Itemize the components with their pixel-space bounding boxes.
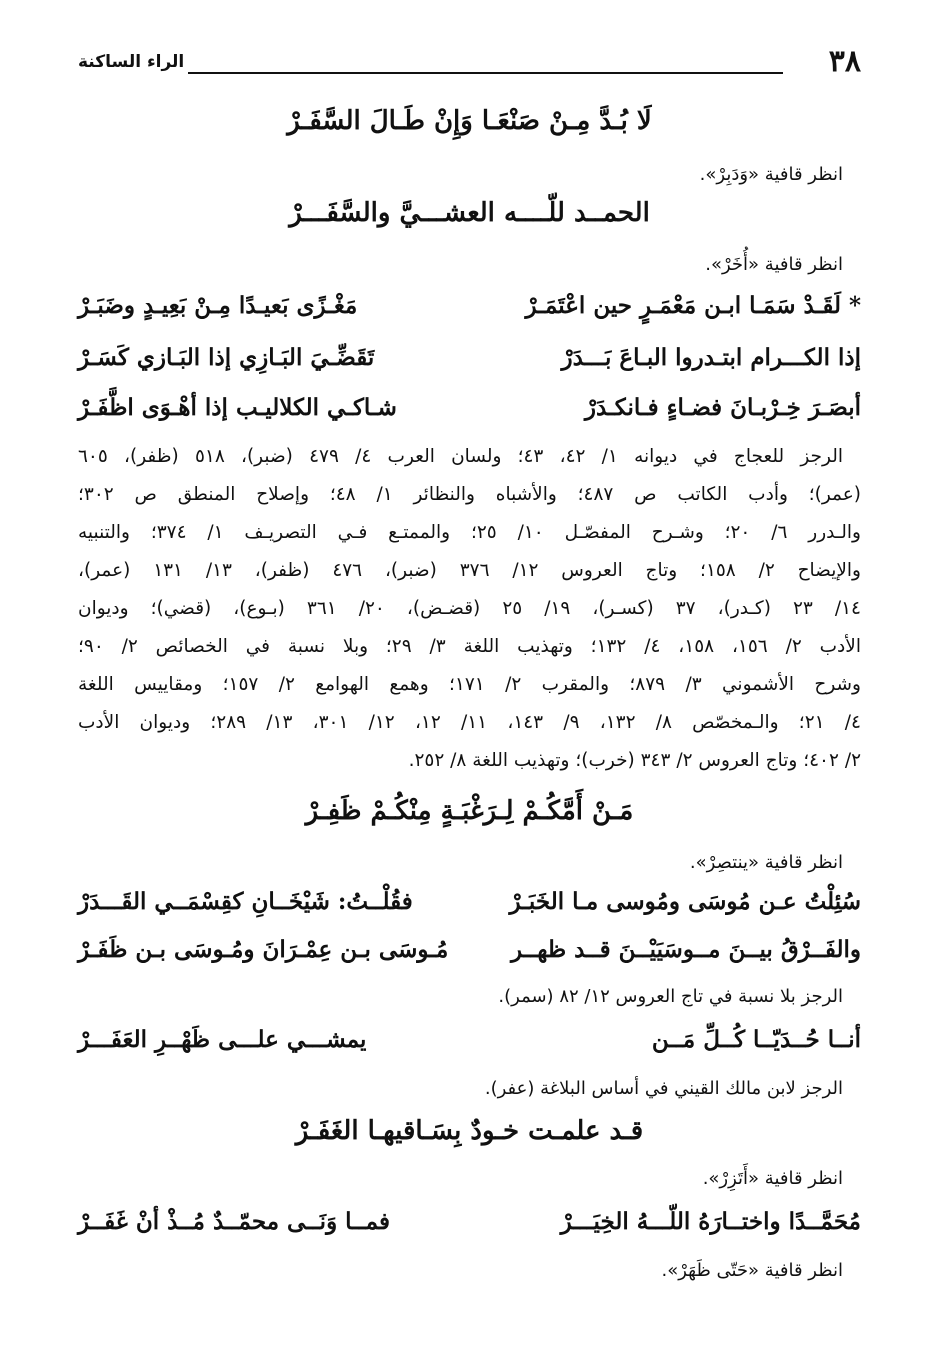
verse-first-hemistich: أنــا حُــدَيّــا كُــلِّ مَــن xyxy=(651,1026,861,1053)
hemistich-centered: لَا بُـدَّ مِـنْ صَنْعَـا وَإِنْ طَـالَ السَّفَـرْ xyxy=(287,106,652,136)
commentary-line: والإيضاح ٢/ ١٥٨؛ وتاج العروس ١٢/ ٣٧٦ (ضبر)، ٤٧٦ (ظفر)، ١٣/ ١٣١ (عمر)، xyxy=(78,560,861,581)
running-header-title: الراء الساكنة xyxy=(78,52,185,72)
verse-line xyxy=(78,1208,861,1248)
cross-reference: انظر قافية «ينتصِرْ». xyxy=(689,852,843,873)
verse-line xyxy=(78,1026,861,1066)
commentary-line: ٤/ ٢١؛ والـمخصّص ٨/ ١٣٢، ٩/ ١٤٣، ١١/ ١٢، ١٢/ ٣٠١، ١٣/ ٢٨٩؛ وديوان الأدب xyxy=(78,712,861,733)
hemistich-centered: الحمــد للّــــه العشـــيَّ والسَّفَـــرْ xyxy=(289,198,650,228)
verse-line xyxy=(78,292,861,332)
verse-second-hemistich: مَغْـزًى بَعيـدًا مِـنْ بَعِيـدٍ وضَبَـرْ xyxy=(78,292,358,319)
verse-first-hemistich: سُئِلْتُ عـن مُوسَى ومُوسى مـا الخَبَـرْ xyxy=(509,888,861,915)
commentary-line: ٢/ ٤٠٢؛ وتاج العروس ٢/ ٣٤٣ (خرب)؛ وتهذيب اللغة ٨/ ٢٥٢. xyxy=(408,750,861,771)
verse-second-hemistich: تَقَضِّـيَ البَـازِي إذا البَـازي كَسَـرْ xyxy=(78,344,375,371)
cross-reference: انظر قافية «وَدَبِرْ». xyxy=(699,164,843,185)
verse-second-hemistich: يمشـــي علـــى ظَهْــرِ العَفَـــرْ xyxy=(78,1026,367,1053)
cross-reference: انظر قافية «أَتَزِرْ». xyxy=(702,1168,843,1189)
verse-second-hemistich: فمــا وَنَــى محمّــدٌ مُــذْ أنْ غَفَــرْ xyxy=(78,1208,390,1235)
commentary-line: والـدرر ٦/ ٢٠؛ وشـرح المفصّـل ١٠/ ٢٥؛ والممتـع فـي التصريـف ١/ ٣٧٤؛ والتنبيه xyxy=(78,522,861,543)
hemistich-centered: قـد علمـت خـودٌ بِسَـاقيهـا الغَفَـرْ xyxy=(295,1116,644,1146)
verse-first-hemistich: والفَــرْقُ بيــنَ مــوسَيَيْــنَ قــد ظهــر xyxy=(511,936,861,963)
verse-first-hemistich: مُحَمَّــدًا واختــارَهُ اللّـــهُ الخِيَـــرْ xyxy=(560,1208,861,1235)
commentary-line: الرجز لابن مالك القيني في أساس البلاغة (عفر). xyxy=(484,1078,843,1099)
running-header xyxy=(78,44,861,84)
commentary-line: الأدب ٢/ ١٥٦، ١٥٨، ٤/ ١٣٢؛ وتهذيب اللغة ٣/ ٢٩؛ وبلا نسبة في الخصائص ٢/ ٩٠؛ xyxy=(78,636,861,657)
cross-reference: انظر قافية «أُخَرْ». xyxy=(705,254,843,275)
verse-first-hemistich: * لَقَـدْ سَمَـا ابـن مَعْمَـرٍ حين اعْتَمَـرْ xyxy=(525,292,861,319)
verse-line xyxy=(78,888,861,928)
commentary-line: (عمر)؛ وأدب الكاتب ص ٤٨٧؛ والأشباه والنظائر ١/ ٤٨؛ وإصلاح المنطق ص ٣٠٢؛ xyxy=(78,484,861,505)
verse-line xyxy=(78,344,861,384)
verse-second-hemistich: مُـوسَى بـن عِمْـرَانَ ومُـوسَى بـن ظَفَـرْ xyxy=(78,936,449,963)
hemistich-centered: مَـنْ أَمَّكُـمْ لِـرَغْبَـةٍ مِنْكُـمْ ظَفِـرْ xyxy=(305,796,634,826)
page-number: ٣٨ xyxy=(828,44,861,79)
commentary-line: وشرح الأشموني ٣/ ٨٧٩؛ والمقرب ٢/ ١٧١؛ وهمع الهوامع ٢/ ١٥٧؛ ومقاييس اللغة xyxy=(78,674,861,695)
verse-first-hemistich: إذا الكـــرام ابتـدروا البـاعَ بَـــدَرْ xyxy=(561,344,861,371)
verse-line xyxy=(78,936,861,976)
commentary-line: الرجز للعجاج في ديوانه ١/ ٤٢، ٤٣؛ ولسان العرب ٤/ ٤٧٩ (ضبر)، ٥١٨ (ظفر)، ٦٠٥ xyxy=(78,446,843,467)
cross-reference: انظر قافية «حَتّى ظَهَرْ». xyxy=(661,1260,843,1281)
verse-first-hemistich: أبصَـرَ خِـرْبـانَ فضـاءٍ فـانكـدَرْ xyxy=(584,394,861,421)
verse-second-hemistich: شـاكـي الكلاليـب إذا أهْـوَى اظَّفَـرْ xyxy=(78,394,397,421)
verse-line xyxy=(78,394,861,434)
commentary-line: ١٤/ ٢٣ (كـدر)، ٣٧ (كسـر)، ١٩/ ٢٥ (قضـض)، ٢٠/ ٣٦١ (بـوع)، (قضي)؛ وديوان xyxy=(78,598,861,619)
verse-second-hemistich: فقُلْــتُ: شَيْخَــانِ كقِسْمَــي القَـــدَرْ xyxy=(78,888,413,915)
header-rule xyxy=(188,72,783,74)
commentary-line: الرجز بلا نسبة في تاج العروس ١٢/ ٨٢ (سمر). xyxy=(498,986,843,1007)
